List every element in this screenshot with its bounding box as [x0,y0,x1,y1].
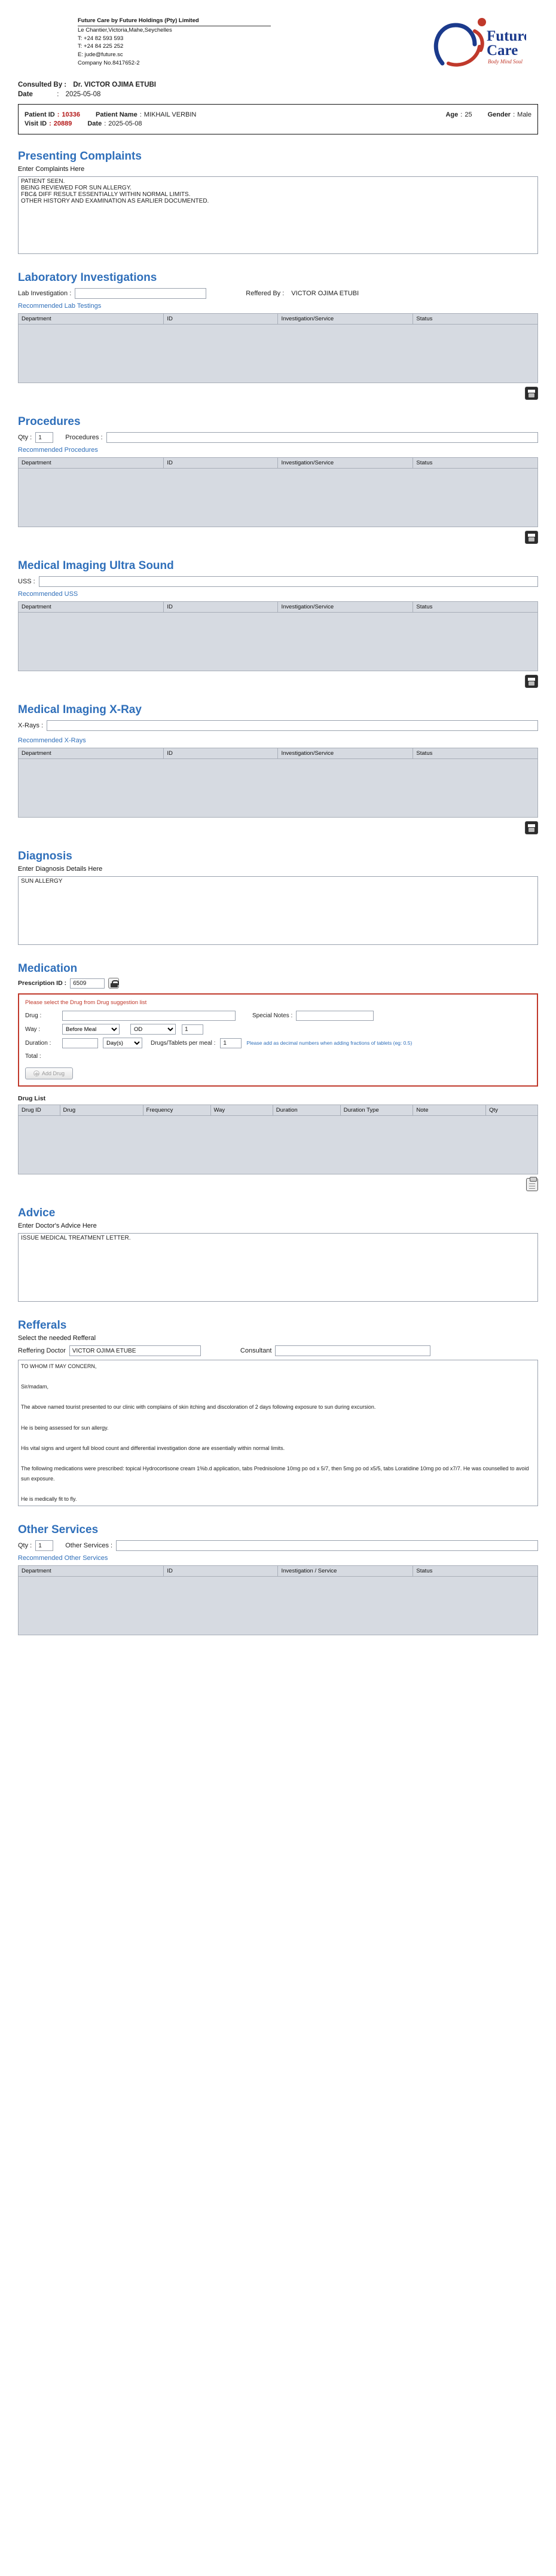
logo-mark-icon [424,17,526,72]
drug-list-body [18,1116,538,1174]
company-logo [424,17,538,71]
lab-col-status: Status [413,314,538,325]
uss-input[interactable] [39,576,538,587]
prescription-id-input[interactable] [70,978,105,989]
complaints-textarea[interactable] [18,176,538,254]
drug-list-title: Drug List [18,1095,46,1102]
xray-label: X-Rays : [18,722,44,729]
procedures-input-row [18,432,538,443]
way-label: Way : [25,1026,41,1033]
procedures-print-row [18,531,538,544]
visit-id-label: Visit ID [25,120,47,127]
special-notes-input[interactable] [296,1011,374,1021]
consult-date-value: 2025-05-08 [65,91,101,98]
xray-input-row [18,720,538,731]
section-title-laboratory: Laboratory Investigations [18,271,157,284]
consulted-by-line [18,81,538,88]
lab-referred-by-label: Reffered By : [246,290,285,297]
drug-col-duration-type: Duration Type [340,1105,413,1116]
xray-col-service: Investigation/Service [278,748,413,759]
uss-col-department: Department [19,602,164,613]
referring-doctor-label: Reffering Doctor [18,1347,66,1354]
lab-table [18,313,538,325]
xray-table [18,748,538,759]
logo-text-future: Future [487,28,526,44]
duration-unit-select[interactable] [103,1038,142,1048]
prescription-id-row [18,978,538,989]
lab-referred-by-value: VICTOR OJIMA ETUBI [291,290,359,297]
medication-print-row [18,1178,538,1191]
xray-table-header-row [19,748,538,759]
complaints-sublabel: Enter Complaints Here [18,166,85,173]
visit-date-value: 2025-05-08 [108,120,142,127]
drug-col-note: Note [413,1105,486,1116]
way-select[interactable] [62,1024,120,1035]
patient-age-sep: : [460,111,463,118]
visit-date-label: Date [87,120,102,127]
plus-icon [33,1070,39,1076]
drug-list-header-row [19,1105,538,1116]
drug-col-duration: Duration [273,1105,340,1116]
duration-row [25,1038,531,1048]
clinic-email: E: jude@future.sc [78,51,123,59]
consult-date-line [18,91,538,98]
procedures-table-header-row [19,458,538,469]
uss-label: USS : [18,578,35,585]
other-services-body [18,1577,538,1635]
consultant-input[interactable] [275,1345,430,1356]
drug-list-table [18,1105,538,1116]
clinic-company-no: Company No.8417652-2 [78,59,140,66]
patient-id-sep: : [57,111,60,118]
advice-textarea[interactable] [18,1233,538,1302]
drug-col-qty: Qty [486,1105,538,1116]
xray-col-status: Status [413,748,538,759]
prescription-id-label: Prescription ID : [18,980,67,987]
uss-recommended-label: Recommended USS [18,591,78,598]
drugs-per-meal-label: Drugs/Tablets per meal : [151,1039,216,1047]
medication-entry-panel [18,993,538,1087]
printer-icon[interactable] [525,531,538,544]
consult-date-sep: : [57,91,59,98]
patient-name-label: Patient Name [96,111,138,118]
other-services-header-row [19,1566,538,1577]
drug-row [25,1011,531,1021]
other-services-input-row [18,1540,538,1551]
printer-icon[interactable] [525,821,538,834]
uss-col-id: ID [164,602,278,613]
xray-recommended-label: Recommended X-Rays [18,737,86,744]
lab-print-row [18,387,538,400]
other-services-col-status: Status [413,1566,538,1577]
patient-id-label: Patient ID [25,111,55,118]
xray-input[interactable] [47,720,538,731]
lab-investigation-label: Lab Investigation : [18,290,72,297]
procedures-qty-input[interactable] [35,432,53,443]
lab-investigation-input[interactable] [75,288,206,299]
consult-date-label: Date [18,91,33,98]
other-services-col-id: ID [164,1566,278,1577]
uss-table [18,601,538,613]
section-title-procedures: Procedures [18,415,81,428]
xray-col-department: Department [19,748,164,759]
visit-id-sep: : [49,120,51,127]
xray-table-body [18,759,538,818]
referral-doctor-row [18,1345,538,1356]
printer-icon[interactable] [525,675,538,688]
clinic-tel-2: T: +24 84 225 252 [78,43,124,50]
add-drug-button[interactable] [25,1067,73,1079]
patient-demographics [445,111,531,118]
consulted-by-doctor: Dr. VICTOR OJIMA ETUBI [73,81,157,88]
visit-id-group [25,120,72,127]
patient-id-group [25,111,80,118]
visit-id-value: 20889 [53,120,72,127]
diagnosis-textarea[interactable] [18,876,538,945]
other-services-qty-label: Qty : [18,1542,32,1549]
patient-age-group [445,111,472,118]
other-services-input[interactable] [116,1540,538,1551]
lab-col-id: ID [164,314,278,325]
patient-age-value: 25 [465,111,472,118]
logo-text-care: Care [487,42,518,59]
total-row [25,1051,531,1061]
referring-doctor-input[interactable] [69,1345,201,1356]
printer-icon[interactable] [525,387,538,400]
procedures-table-body [18,469,538,527]
uss-table-body [18,613,538,671]
lab-col-service: Investigation/Service [278,314,413,325]
other-services-col-service: Investigation / Service [278,1566,413,1577]
visit-date-sep: : [104,120,106,127]
lab-table-header-row [19,314,538,325]
patient-gender-label: Gender [487,111,511,118]
patient-gender-sep: : [513,111,515,118]
letterhead [18,11,538,74]
add-drug-button-label: Add Drug [41,1070,65,1076]
procedures-label: Procedures : [65,434,103,441]
patient-row-2 [25,120,531,127]
drug-col-way: Way [210,1105,273,1116]
section-title-xray: Medical Imaging X-Ray [18,703,142,716]
lab-recommended-label: Recommended Lab Testings [18,302,102,310]
uss-table-header-row [19,602,538,613]
section-title-other-services: Other Services [18,1523,99,1536]
total-label: Total : [25,1053,41,1060]
clinic-name: Future Care by Future Holdings (Pty) Limited [78,17,271,26]
drug-col-frequency: Frequency [143,1105,210,1116]
visit-date-group [87,120,142,127]
section-title-uss: Medical Imaging Ultra Sound [18,559,174,572]
section-title-medication: Medication [18,962,78,975]
patient-age-label: Age [445,111,459,118]
clinic-tel-1: T: +24 82 593 593 [78,35,124,42]
procedures-col-service: Investigation/Service [278,458,413,469]
drug-label: Drug : [25,1012,42,1019]
uss-print-row [18,675,538,688]
referrals-sublabel: Select the needed Refferal [18,1335,96,1342]
other-services-table [18,1565,538,1577]
referral-letter-textarea[interactable] [18,1360,538,1506]
clinic-address: Le Chantier,Victoria,Mahe,Seychelles [78,26,172,33]
patient-row-1 [25,111,531,118]
drug-input[interactable] [62,1011,236,1021]
drug-col-drug: Drug [60,1105,143,1116]
lock-icon[interactable] [108,978,119,989]
section-title-diagnosis: Diagnosis [18,850,72,862]
clinic-details [18,17,271,68]
medication-warning-text: Please select the Drug from Drug suggestion list [25,999,147,1006]
xray-col-id: ID [164,748,278,759]
clipboard-icon[interactable] [526,1178,538,1191]
patient-name-group [96,111,196,118]
other-services-col-department: Department [19,1566,164,1577]
uss-col-status: Status [413,602,538,613]
advice-sublabel: Enter Doctor's Advice Here [18,1222,97,1229]
other-services-label: Other Services : [65,1542,113,1549]
lab-investigation-row [18,288,538,299]
section-title-referrals: Refferals [18,1319,67,1332]
consulted-by-label: Consulted By : [18,81,67,88]
patient-gender-group [488,111,531,118]
drug-col-id: Drug ID [19,1105,60,1116]
patient-name-value: MIKHAIL VERBIN [143,111,197,118]
uss-input-row [18,576,538,587]
other-services-qty-input[interactable] [35,1540,53,1551]
uss-col-service: Investigation/Service [278,602,413,613]
special-notes-label: Special Notes : [252,1012,293,1019]
total-input[interactable] [62,1051,67,1061]
other-services-recommended-label: Recommended Other Services [18,1555,108,1562]
logo-tagline: Body Mind Soul [488,59,523,65]
procedures-table [18,457,538,469]
xray-print-row [18,821,538,834]
procedures-recommended-label: Recommended Procedures [18,446,98,454]
diagnosis-sublabel: Enter Diagnosis Details Here [18,865,103,873]
section-title-complaints: Presenting Complaints [18,150,142,163]
procedures-col-department: Department [19,458,164,469]
way-row [25,1024,531,1035]
duration-label: Duration : [25,1039,51,1047]
duration-input[interactable] [62,1038,98,1048]
procedures-qty-label: Qty : [18,434,32,441]
procedures-input[interactable] [106,432,538,443]
procedures-col-id: ID [164,458,278,469]
lab-table-body [18,325,538,383]
lab-col-department: Department [19,314,164,325]
patient-gender-value: Male [517,111,531,118]
patient-name-sep: : [139,111,142,118]
patient-info-box [18,104,538,134]
section-title-advice: Advice [18,1207,56,1219]
consultant-label: Consultant [240,1347,272,1354]
drugs-per-meal-input[interactable] [220,1038,242,1048]
frequency-qty-input[interactable] [182,1024,203,1035]
procedures-col-status: Status [413,458,538,469]
patient-id-value: 10336 [62,111,80,118]
frequency-select[interactable] [130,1024,176,1035]
decimal-note: Please add as decimal numbers when adding fractions of tablets (eg: 0.5) [246,1040,413,1046]
